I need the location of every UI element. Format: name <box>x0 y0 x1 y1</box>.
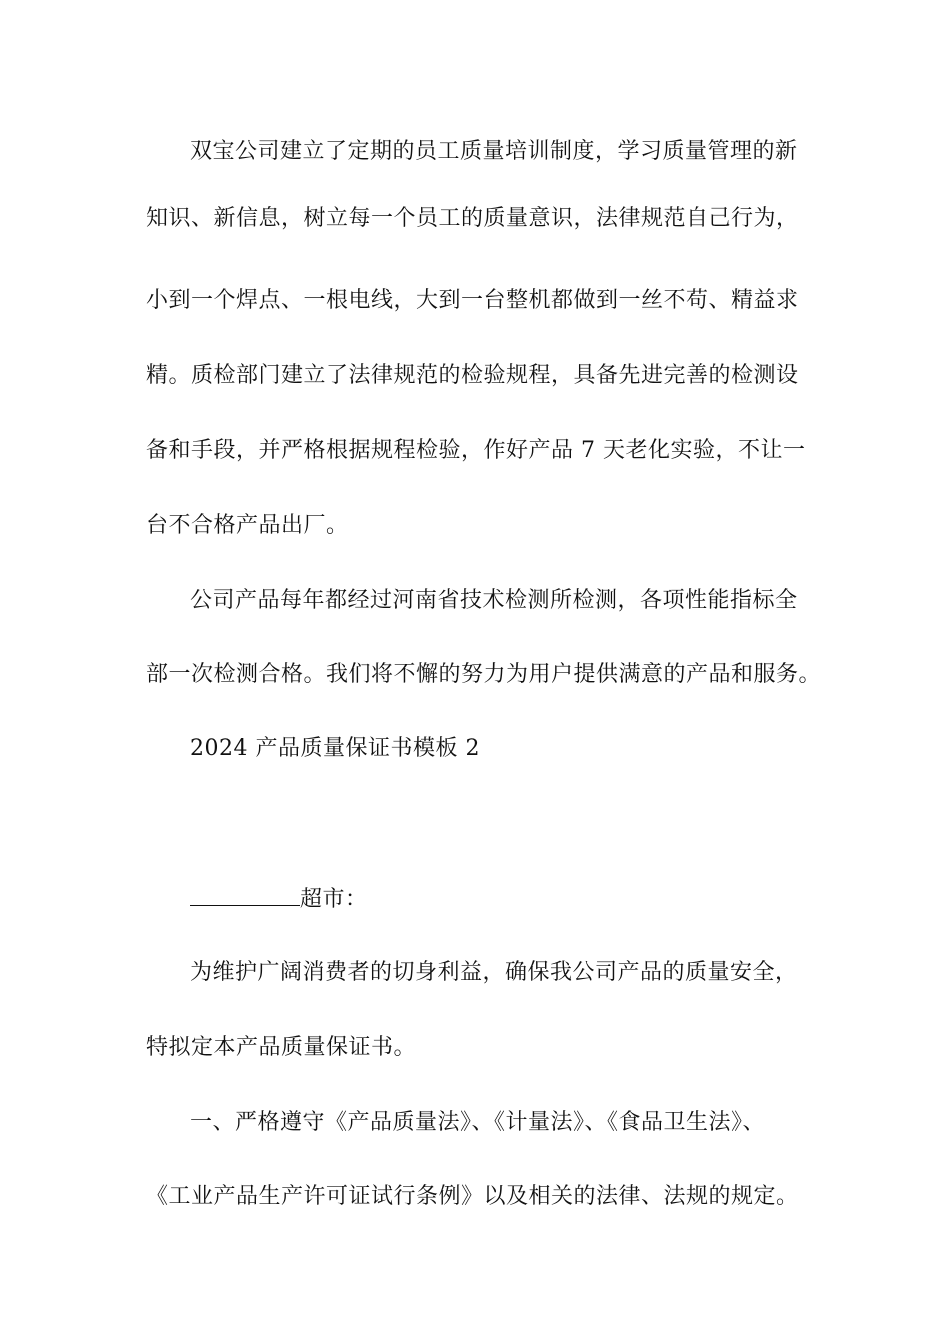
paragraph-4-line-2: 《工业产品生产许可证试行条例》以及相关的法律、法规的规定。 <box>146 1184 799 1209</box>
paragraph-4-line-1: 一、严格遵守《产品质量法》、《计量法》、《食品卫生法》、 <box>190 1110 766 1135</box>
addressee-suffix: 超市： <box>300 887 368 912</box>
paragraph-2-line-2: 部一次检测合格。我们将不懈的努力为用户提供满意的产品和服务。 <box>146 662 822 687</box>
paragraph-1-line-2: 知识、新信息，树立每一个员工的质量意识，法律规范自己行为， <box>146 206 799 231</box>
paragraph-1-line-6: 台不合格产品出厂。 <box>146 513 349 538</box>
paragraph-1-line-5: 备和手段，并严格根据规程检验，作好产品 7 天老化实验，不让一 <box>146 438 806 463</box>
paragraph-3-line-2: 特拟定本产品质量保证书。 <box>146 1035 417 1060</box>
paragraph-3-line-1: 为维护广阔消费者的切身利益，确保我公司产品的质量安全， <box>190 960 798 985</box>
section-heading: 2024 产品质量保证书模板 2 <box>190 736 480 761</box>
paragraph-1-line-3: 小到一个焊点、一根电线，大到一台整机都做到一丝不苟、精益求 <box>146 288 799 313</box>
addressee-blank <box>190 883 300 906</box>
paragraph-1-line-1: 双宝公司建立了定期的员工质量培训制度，学习质量管理的新 <box>190 139 798 164</box>
paragraph-1-line-4: 精。质检部门建立了法律规范的检验规程，具备先进完善的检测设 <box>146 363 799 388</box>
addressee-line <box>190 883 368 915</box>
paragraph-2-line-1: 公司产品每年都经过河南省技术检测所检测，各项性能指标全 <box>190 588 798 613</box>
